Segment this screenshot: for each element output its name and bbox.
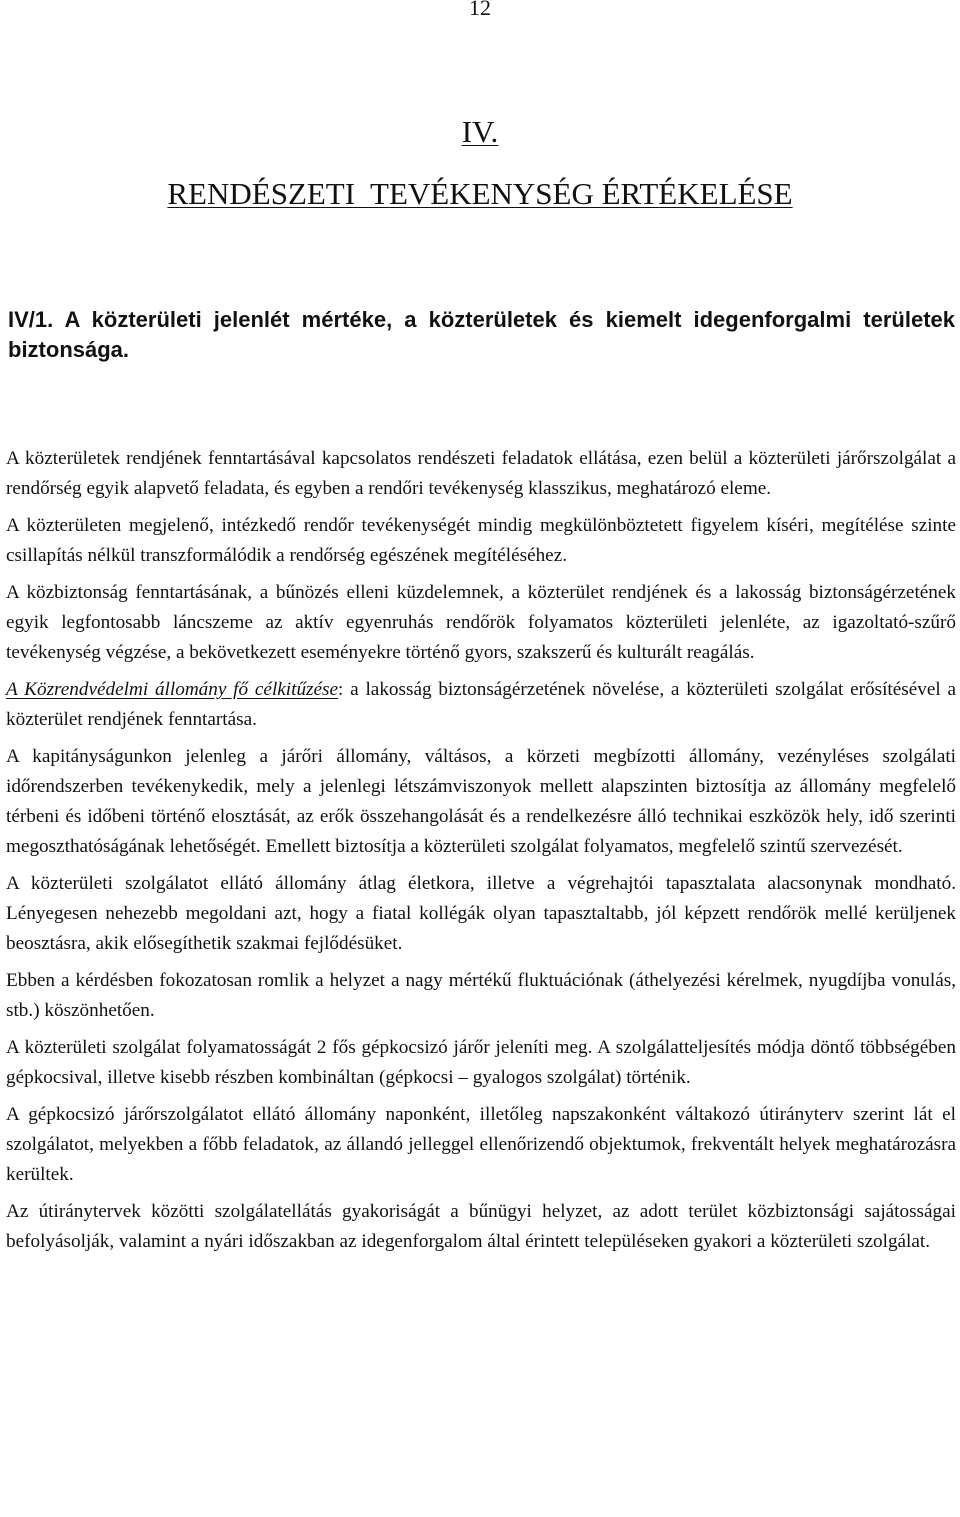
paragraph-2: A közterületen megjelenő, intézkedő rendőr tevékenységét mindig megkülönböztetett figyelem kíséri, megítélése szinte csillapítás nélkül transzformálódik a rendőrség egészének megítéléséhez. (6, 515, 956, 566)
goal-paragraph (6, 675, 956, 735)
paragraph-3: A közbiztonság fenntartásának, a bűnözés elleni küzdelemnek, a közterület rendjének és a lakosság biztonságérzetének egyik legfontosabb láncszeme az aktív egyenruhás rendőrök folyamatos közterületi jelenléte, az igazoltató-szűrő tevékenység végzése, a bekövetkezett eseményekre történő gyors, szakszerű és kulturált reagálás. (6, 582, 956, 663)
chapter-title (0, 174, 960, 214)
paragraph-6: Ebben a kérdésben fokozatosan romlik a helyzet a nagy mértékű fluktuációnak (áthelyezési kérelmek, nyugdíjba vonulás, stb.) köszönhetően. (6, 970, 956, 1021)
chapter-numeral-text: IV. (461, 114, 499, 149)
paragraph-1: A közterületek rendjének fenntartásával kapcsolatos rendészeti feladatok ellátása, ezen belül a közterületi járőrszolgálat a rendőrség egyik alapvető feladata, és egyben a rendőri tevékenység klasszikus, meghatározó eleme. (6, 448, 956, 499)
section-heading: IV/1. A közterületi jelenlét mértéke, a közterületek és kiemelt idegenforgalmi területek biztonsága. (8, 307, 955, 362)
goal-label: A Közrendvédelmi állomány fő célkitűzése (6, 679, 339, 700)
body-text (6, 444, 956, 1264)
paragraph-4: A kapitányságunkon jelenleg a járőri állomány, váltásos, a körzeti megbízotti állomány, vezényléses szolgálati időrendszerben tevékenykedik, mely a jelenlegi létszámviszonyok mellett alapszinten biztosítja az állomány megfelelő térbeni és időbeni történő elosztását, az erők összehangolását és a rendelkezésre álló technikai eszközök hely, idő szerinti megoszthatóságának lehetőségét. Emellett biztosítja a közterületi szolgálat folyamatos, megfelelő szintű szervezését. (6, 746, 956, 857)
paragraph-9: Az útiránytervek közötti szolgálatellátás gyakoriságát a bűnügyi helyzet, az adott terület közbiztonsági sajátosságai befolyásolják, valamint a nyári időszakban az idegenforgalom által érintett településeken gyakori a közterületi szolgálat. (6, 1201, 956, 1252)
page-number: 12 (469, 0, 491, 20)
chapter-numeral (0, 112, 960, 152)
goal-text: : a lakosság biztonságérzetének növelése, a közterületi szolgálat erősítésével a közterület rendjének fenntartása. (6, 679, 956, 730)
paragraph-5: A közterületi szolgálatot ellátó állomány átlag életkora, illetve a végrehajtói tapasztalata alacsonynak mondható. Lényegesen nehezebb megoldani azt, hogy a fiatal kollégák olyan tapasztaltabb, jól képzett rendőrök mellé kerüljenek beosztásra, akik elősegíthetik szakmai fejlődésüket. (6, 873, 956, 954)
chapter-title-text: RENDÉSZETI TEVÉKENYSÉG ÉRTÉKELÉSE (167, 176, 793, 211)
paragraph-7: A közterületi szolgálat folyamatosságát 2 fős gépkocsizó járőr jeleníti meg. A szolgálatteljesítés módja döntő többségében gépkocsival, illetve kisebb részben kombináltan (gépkocsi – gyalogos szolgálat) történik. (6, 1037, 956, 1088)
paragraph-8: A gépkocsizó járőrszolgálatot ellátó állomány naponként, illetőleg napszakonként váltakozó útirányterv szerint lát el szolgálatot, melyekben a főbb feladatok, az állandó jelleggel ellenőrizendő objektumok, frekventált helyek meghatározásra kerültek. (6, 1104, 956, 1185)
